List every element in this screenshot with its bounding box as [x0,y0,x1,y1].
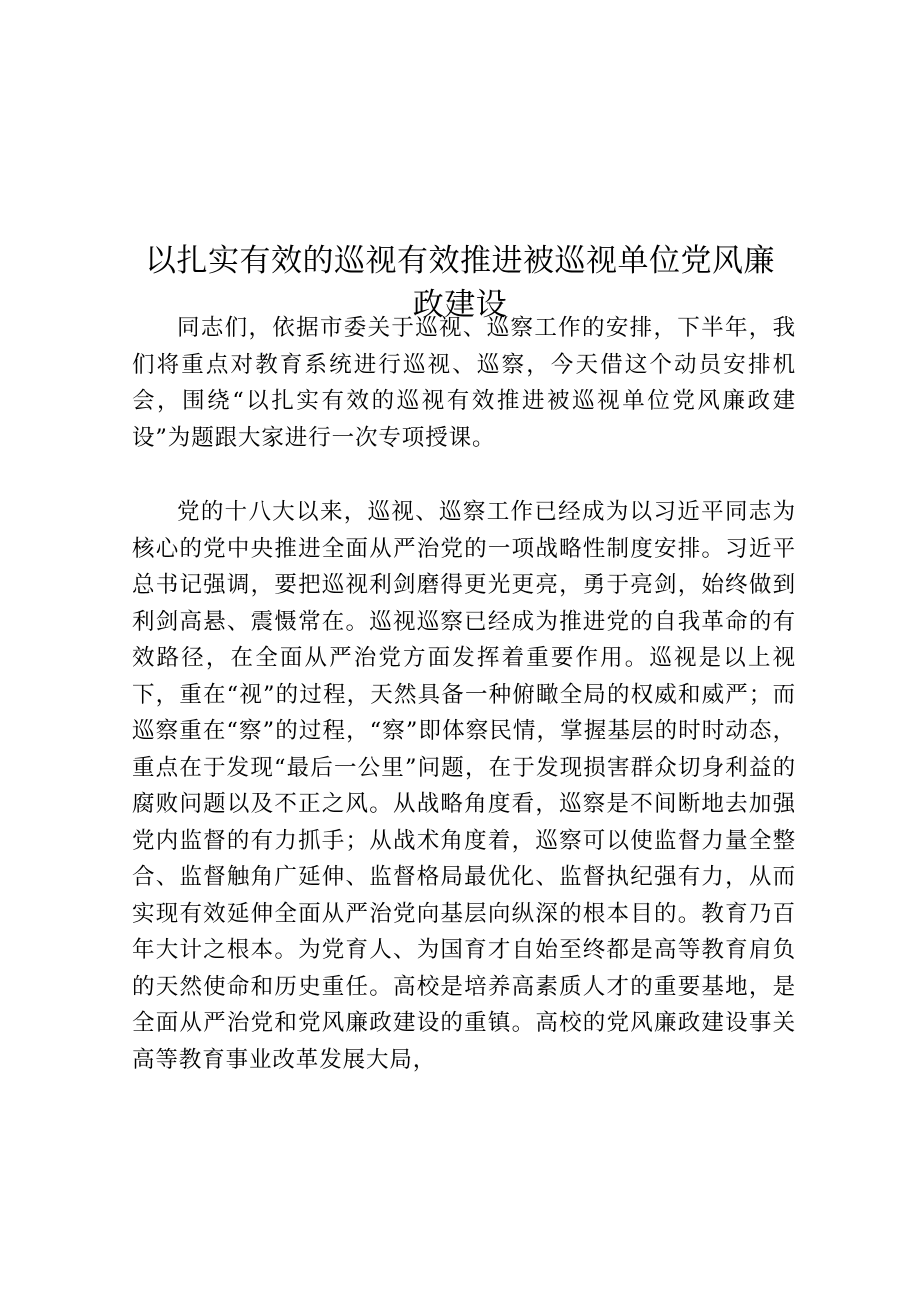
paragraph-main: 党的十八大以来，巡视、巡察工作已经成为以习近平同志为核心的党中央推进全面从严治党的一项战略性制度安排。习近平总书记强调，要把巡视利剑磨得更光更亮，勇于亮剑，始终做到利剑高悬、震慑常在。巡视巡察已经成为推进党的自我革命的有效路径，在全面从严治党方面发挥着重要作用。巡视是以上视下，重在“视”的过程，天然具备一种俯瞰全局的权威和威严；而巡察重在“察”的过程，“察”即体察民情，掌握基层的时时动态，重点在于发现“最后一公里”问题，在于发现损害群众切身利益的腐败问题以及不正之风。从战略角度看，巡察是不间断地去加强党内监督的有力抓手；从战术角度着，巡察可以使监督力量全整合、监督触角广延伸、监督格局最优化、监督执纪强有力，从而实现有效延伸全面从严治党向基层向纵深的根本目的。教育乃百年大计之根本。为党育人、为国育才自始至终都是高等教育肩负的天然使命和历史重任。高校是培养高素质人才的重要基地，是全面从严治党和党风廉政建设的重镇。高校的党风廉政建设事关高等教育事业改革发展大局， [132,499,796,1073]
paragraph-intro: 同志们，依据市委关于巡视、巡察工作的安排，下半年，我们将重点对教育系统进行巡视、巡察，今天借这个动员安排机会，围绕“以扎实有效的巡视有效推进被巡视单位党风廉政建设”为题跟大家进行一次专项授课。 [132,315,796,451]
document-title: 以扎实有效的巡视有效推进被巡视单位党风廉政建设 [145,242,775,323]
